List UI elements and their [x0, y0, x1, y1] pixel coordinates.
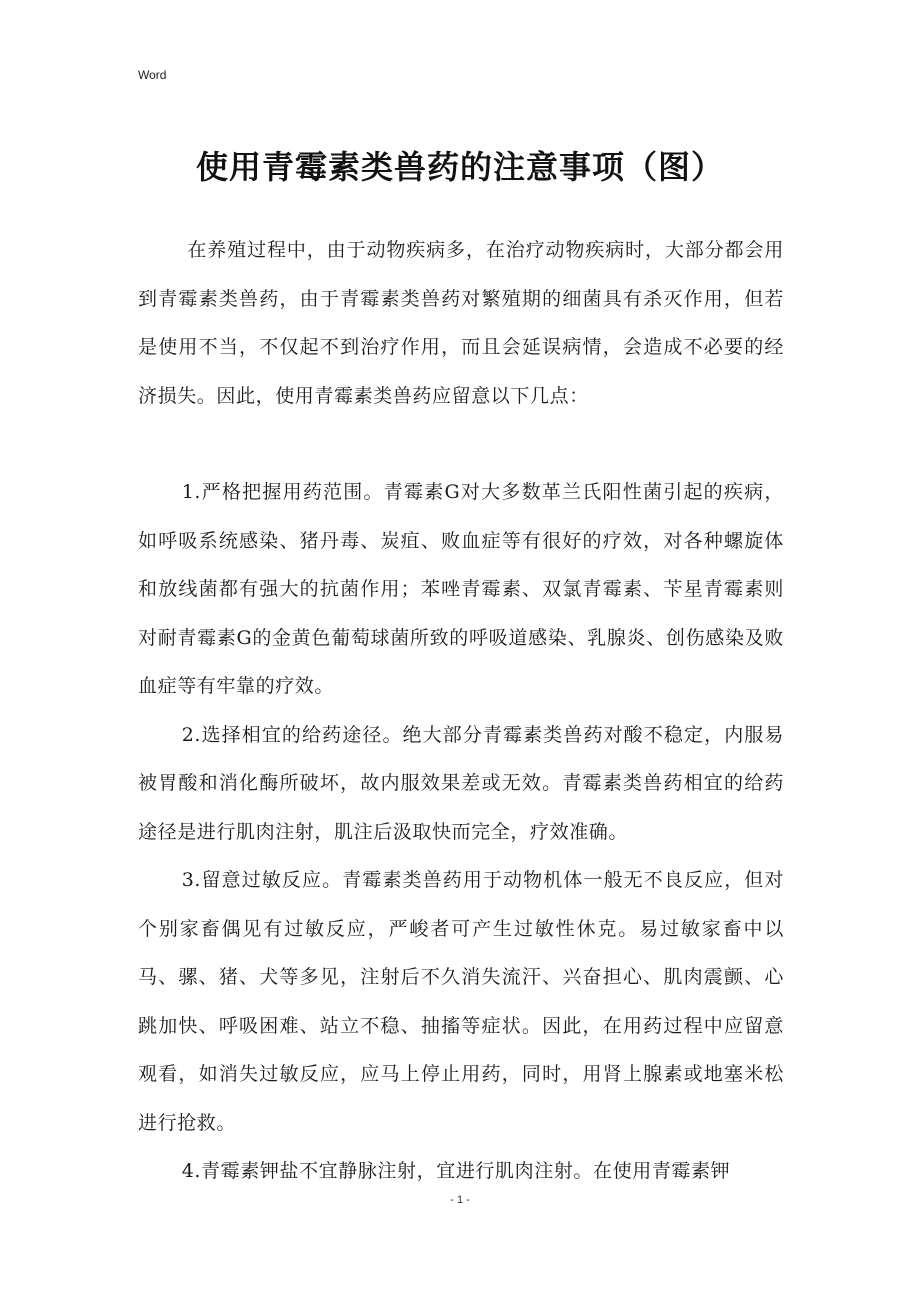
page-number: - 1 - [450, 1194, 470, 1206]
paragraph-item-1: 1.严格把握用药范围。青霉素G对大多数革兰氏阳性菌引起的疾病，如呼吸系统感染、猪丹毒、炭疽、败血症等有很好的疗效，对各种螺旋体和放线菌都有强大的抗菌作用；苯唑青霉素、双氯青霉素、苄星青霉素则对耐青霉素G的金黄色葡萄球菌所致的呼吸道感染、乳腺炎、创伤感染及败血症等有牢靠的疗效。 [138, 481, 784, 697]
document-body [138, 226, 784, 1196]
paragraph-item-4: 4.青霉素钾盐不宜静脉注射，宜进行肌肉注射。在使用青霉素钾 [181, 1160, 731, 1182]
paragraph-item-2: 2.选择相宜的给药途径。绝大部分青霉素类兽药对酸不稳定，内服易被胃酸和消化酶所破坏，故内服效果差或无效。青霉素类兽药相宜的给药途径是进行肌肉注射，肌注后汲取快而完全，疗效准确。 [138, 723, 784, 843]
paragraph-item-3: 3.留意过敏反应。青霉素类兽药用于动物机体一般无不良反应，但对个别家畜偶见有过敏反应，严峻者可产生过敏性休克。易过敏家畜中以马、骡、猪、犬等多见，注射后不久消失流汗、兴奋担心、肌肉震颤、心跳加快、呼吸困难、站立不稳、抽搐等症状。因此，在用药过程中应留意观看，如消失过敏反应，应马上停止用药，同时，用肾上腺素或地塞米松进行抢救。 [138, 869, 784, 1134]
header-label: Word [138, 68, 167, 82]
intro-paragraph: 在养殖过程中，由于动物疾病多，在治疗动物疾病时，大部分都会用到青霉素类兽药，由于青霉素类兽药对繁殖期的细菌具有杀灭作用，但若是使用不当，不仅起不到治疗作用，而且会延误病情，会造成不必要的经济损失。因此，使用青霉素类兽药应留意以下几点： [138, 239, 784, 407]
document-title: 使用青霉素类兽药的注意事项（图） [195, 148, 724, 186]
